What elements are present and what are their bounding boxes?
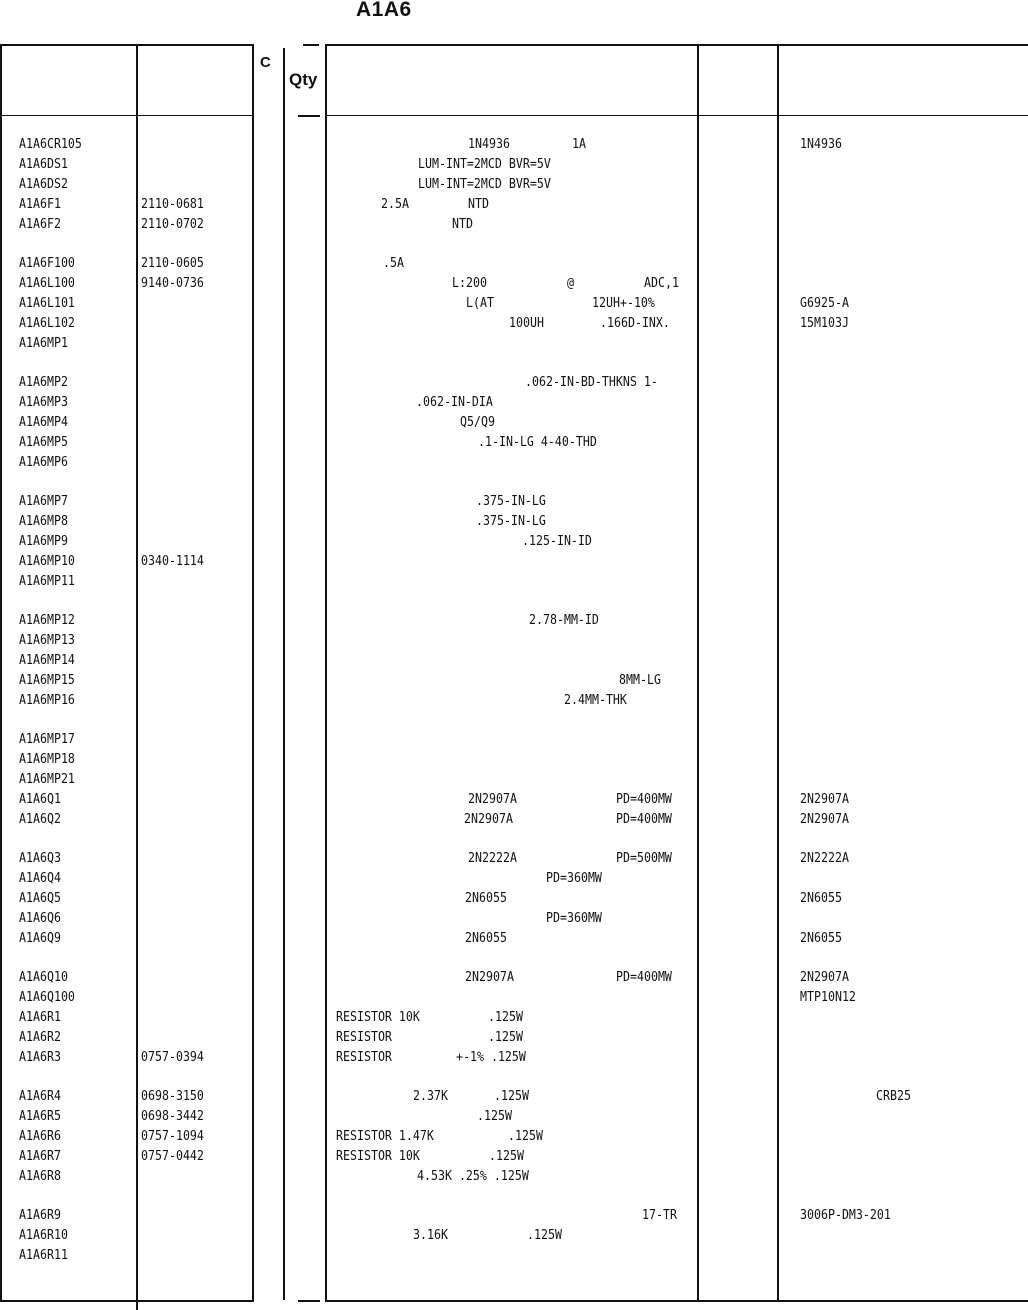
reference-designator: A1A6R11 [19,1247,68,1263]
reference-designator: A1A6MP4 [19,414,68,430]
part-number: 0698-3150 [141,1088,204,1104]
header-bottom-rule-left [0,115,253,116]
reference-designator: A1A6R4 [19,1088,61,1104]
reference-designator: A1A6MP1 [19,335,68,351]
col-divider-part [252,44,254,1302]
description-text: RESISTOR [336,1049,392,1065]
reference-designator: A1A6DS1 [19,156,68,172]
reference-designator: A1A6Q10 [19,969,68,985]
description-text: 2N2907A [464,811,513,827]
description-text: 1N4936 [468,136,510,152]
reference-designator: A1A6MP11 [19,573,75,589]
description-text: 17-TR [642,1207,677,1223]
reference-designator: A1A6MP10 [19,553,75,569]
reference-designator: A1A6F100 [19,255,75,271]
col-divider-desc [697,44,699,1302]
reference-designator: A1A6Q1 [19,791,61,807]
reference-designator: A1A6Q3 [19,850,61,866]
col-divider-cd [283,48,285,1300]
col-divider-left [0,44,2,1302]
description-text: 2.78-MM-ID [529,612,599,628]
reference-designator: A1A6Q6 [19,910,61,926]
table-top-rule-right [326,44,1028,46]
reference-designator: A1A6F1 [19,196,61,212]
description-text: .062-IN-DIA [416,394,493,410]
reference-designator: A1A6Q2 [19,811,61,827]
description-text: PD=400MW [616,811,672,827]
description-text: 2N2222A [468,850,517,866]
description-text: 2N6055 [465,930,507,946]
reference-designator: A1A6MP3 [19,394,68,410]
reference-designator: A1A6DS2 [19,176,68,192]
description-text: .062-IN-BD-THKNS 1- [525,374,658,390]
mfr-part-number: 3006P-DM3-201 [800,1207,891,1223]
reference-designator: A1A6Q5 [19,890,61,906]
description-text: NTD [468,196,489,212]
reference-designator: A1A6MP8 [19,513,68,529]
description-text: RESISTOR 10K [336,1009,420,1025]
col-divider-mfr-code [777,44,779,1302]
header-bottom-rule-right [326,115,1028,116]
part-number: 2110-0702 [141,216,204,232]
description-text: .125-IN-ID [522,533,592,549]
reference-designator: A1A6MP12 [19,612,75,628]
description-text: PD=400MW [616,969,672,985]
reference-designator: A1A6MP7 [19,493,68,509]
table-bottom-rule-left [0,1300,253,1302]
reference-designator: A1A6R7 [19,1148,61,1164]
mfr-part-number: 2N6055 [800,890,842,906]
reference-designator: A1A6L100 [19,275,75,291]
reference-designator: A1A6R6 [19,1128,61,1144]
description-text: 1A [572,136,586,152]
part-number: 9140-0736 [141,275,204,291]
reference-designator: A1A6R5 [19,1108,61,1124]
mfr-part-number: 2N2222A [800,850,849,866]
reference-designator: A1A6Q4 [19,870,61,886]
reference-designator: A1A6L101 [19,295,75,311]
description-text: RESISTOR [336,1029,392,1045]
reference-designator: A1A6R3 [19,1049,61,1065]
reference-designator: A1A6MP9 [19,533,68,549]
description-text: ADC,1 [644,275,679,291]
description-text: RESISTOR 10K [336,1148,420,1164]
description-text: 2.37K [413,1088,448,1104]
reference-designator: A1A6L102 [19,315,75,331]
page-title: A1A6 [356,0,412,21]
table-top-rule-left [0,44,253,46]
reference-designator: A1A6CR105 [19,136,82,152]
part-number: 0757-0442 [141,1148,204,1164]
description-text: .125W [489,1148,524,1164]
reference-designator: A1A6R2 [19,1029,61,1045]
description-text: .125W [508,1128,543,1144]
description-text: 3.16K [413,1227,448,1243]
reference-designator: A1A6R9 [19,1207,61,1223]
description-text: .125W [527,1227,562,1243]
mfr-part-number: 1N4936 [800,136,842,152]
table-bottom-rule-right [326,1300,1028,1302]
description-text: +-1% .125W [456,1049,526,1065]
description-text: 2.4MM-THK [564,692,627,708]
description-text: @ [567,275,575,291]
table-qty-top-mark [303,44,319,46]
description-text: 4.53K .25% .125W [417,1168,529,1184]
col-header-cd: C [260,54,271,71]
reference-designator: A1A6MP16 [19,692,75,708]
mfr-part-number: G6925-A [800,295,849,311]
reference-designator: A1A6MP5 [19,434,68,450]
reference-designator: A1A6MP2 [19,374,68,390]
description-text: NTD [452,216,473,232]
reference-designator: A1A6R10 [19,1227,68,1243]
description-text: 2N6055 [465,890,507,906]
reference-designator: A1A6MP13 [19,632,75,648]
description-text: RESISTOR 1.47K [336,1128,434,1144]
mfr-part-number: 2N2907A [800,791,849,807]
description-text: .166D-INX. [600,315,670,331]
reference-designator: A1A6F2 [19,216,61,232]
description-text: 12UH+-10% [592,295,655,311]
part-number: 0698-3442 [141,1108,204,1124]
reference-designator: A1A6Q100 [19,989,75,1005]
description-text: PD=360MW [546,870,602,886]
description-text: .125W [477,1108,512,1124]
col-divider-qty [325,44,327,1302]
reference-designator: A1A6MP6 [19,454,68,470]
part-number: 0340-1114 [141,553,204,569]
reference-designator: A1A6Q9 [19,930,61,946]
part-number: 2110-0681 [141,196,204,212]
mfr-part-number: MTP10N12 [800,989,856,1005]
description-text: .375-IN-LG [476,513,546,529]
description-text: 2N2907A [468,791,517,807]
description-text: .125W [494,1088,529,1104]
part-number: 0757-0394 [141,1049,204,1065]
description-text: .5A [383,255,404,271]
col-header-qty: Qty [289,70,318,89]
mfr-part-number: 15M103J [800,315,849,331]
description-text: .125W [488,1009,523,1025]
mfr-part-number: 2N2907A [800,811,849,827]
description-text: Q5/Q9 [460,414,495,430]
description-text: L:200 [452,275,487,291]
reference-designator: A1A6R8 [19,1168,61,1184]
description-text: LUM-INT=2MCD BVR=5V [418,156,551,172]
reference-designator: A1A6MP17 [19,731,75,747]
mfr-part-number: 2N6055 [800,930,842,946]
description-text: L(AT [466,295,494,311]
header-qty-mark [298,115,320,117]
description-text: 100UH [509,315,544,331]
description-text: .375-IN-LG [476,493,546,509]
description-text: PD=500MW [616,850,672,866]
description-text: LUM-INT=2MCD BVR=5V [418,176,551,192]
reference-designator: A1A6MP15 [19,672,75,688]
description-text: .125W [488,1029,523,1045]
part-number: 2110-0605 [141,255,204,271]
description-text: 2.5A [381,196,409,212]
reference-designator: A1A6MP21 [19,771,75,787]
description-text: 8MM-LG [619,672,661,688]
description-text: .1-IN-LG 4-40-THD [478,434,597,450]
mfr-part-number: 2N2907A [800,969,849,985]
reference-designator: A1A6MP18 [19,751,75,767]
description-text: PD=400MW [616,791,672,807]
reference-designator: A1A6MP14 [19,652,75,668]
reference-designator: A1A6R1 [19,1009,61,1025]
description-text: PD=360MW [546,910,602,926]
part-number: 0757-1094 [141,1128,204,1144]
table-qty-bottom-mark [298,1300,320,1302]
col-divider-ref [136,44,138,1310]
mfr-part-number: CRB25 [876,1088,911,1104]
description-text: 2N2907A [465,969,514,985]
